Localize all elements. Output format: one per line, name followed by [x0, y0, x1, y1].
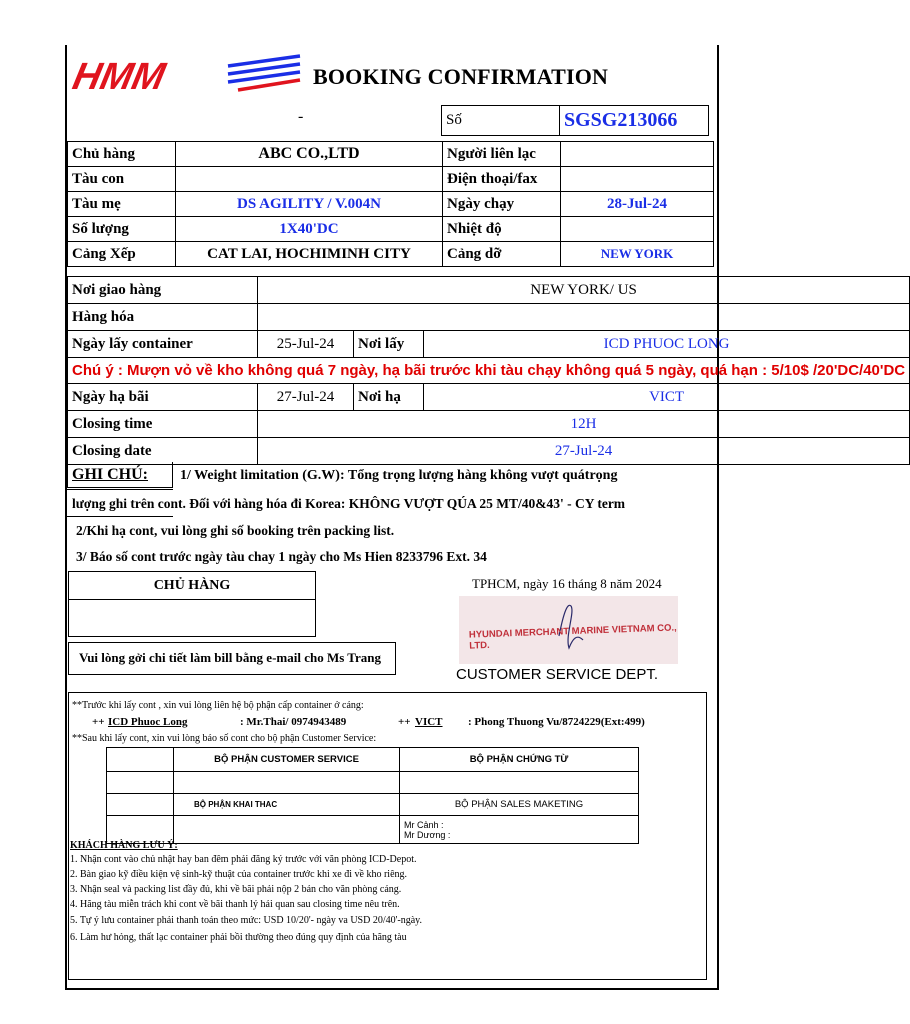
list-item: 6. Làm hư hỏng, thất lạc container phải bồi thường theo đúng quy định của hãng tàu: [70, 932, 407, 943]
booking-number-table: [441, 105, 709, 136]
ngay-chay-label: Ngày chạy: [443, 192, 561, 217]
icd-contact: : Mr.Thai/ 0974943489: [240, 716, 347, 728]
icd-prefix: ++: [92, 716, 105, 728]
booking-number: SGSG213066: [560, 106, 709, 136]
closing-time-label: Closing time: [68, 411, 258, 438]
dien-thoai-label: Điện thoại/fax: [443, 167, 561, 192]
hmm-logo: [69, 55, 303, 98]
ngay-lay-label: Ngày lấy container: [68, 331, 258, 358]
email-note-box: [68, 642, 396, 675]
nhiet-do-label: Nhiệt độ: [443, 217, 561, 242]
noi-ha-label: Nơi hạ: [354, 384, 424, 411]
list-item: 2. Bàn giao kỹ điều kiện vệ sinh-kỹ thuật của container trước khi xe đi về kho riêng.: [70, 869, 408, 880]
departments-table: [106, 747, 639, 844]
ct-dept-label: BỘ PHẬN CHỨNG TỪ: [400, 748, 639, 772]
cang-xep-label: Cảng Xếp: [68, 242, 176, 267]
closing-date-label: Closing date: [68, 438, 258, 465]
list-item: 1. Nhận cont vào chủ nhật hay ban đêm phải đăng ký trước với văn phòng ICD-Depot.: [70, 854, 417, 865]
nhiet-do-value: [561, 217, 714, 242]
noi-giao-hang-label: Nơi giao hàng: [68, 277, 258, 304]
company-stamp: [459, 596, 678, 664]
closing-time-value: 12H: [258, 411, 910, 438]
note-line-3: 2/Khi hạ cont, vui lòng ghi số booking trên packing list.: [76, 523, 395, 538]
chu-hang-sign-box: [68, 571, 316, 637]
dept-label: CUSTOMER SERVICE DEPT.: [456, 666, 658, 683]
list-item: 4. Hãng tàu miễn trách khi cont về bãi thanh lý hải quan sau closing time nêu trên.: [70, 899, 400, 910]
post-lay-cont: **Sau khi lấy cont, xin vui lòng báo số cont cho bộ phận Customer Service:: [72, 733, 377, 744]
list-item: 3. Nhận seal và packing list đầy đủ, khi về bãi phải nộp 2 bản cho văn phòng cảng.: [70, 884, 402, 895]
sales-dept-label: BỘ PHẬN SALES MAKETING: [400, 794, 639, 816]
place-date: TPHCM, ngày 16 tháng 8 năm 2024: [472, 576, 662, 591]
delivery-table: [67, 276, 910, 465]
noi-lay-value: ICD PHUOC LONG: [424, 331, 910, 358]
sales-contact-2: Mr Dương :: [404, 829, 451, 840]
main-info-table: [67, 141, 714, 267]
so-luong-value: 1X40'DC: [176, 217, 443, 242]
note-line-2: lượng ghi trên cont. Đối với hàng hóa đi Korea: KHÔNG VƯỢT QÚA 25 MT/40&43' - CY term: [72, 496, 626, 511]
khach-hang-title: KHÁCH HÀNG LƯU Ý:: [70, 840, 178, 851]
cang-do-value: NEW YORK: [561, 242, 714, 267]
ngay-chay-value: 28-Jul-24: [561, 192, 714, 217]
email-note: Vui lòng gởi chi tiết làm bill bằng e-mail cho Ms Trang: [79, 650, 382, 665]
note-line-1: 1/ Weight limitation (G.W): Tổng trọng lượng hàng không vượt quátrọng: [180, 468, 618, 483]
tau-con-value: [176, 167, 443, 192]
nguoi-lien-lac-value: [561, 142, 714, 167]
ngay-lay-value: 25-Jul-24: [258, 331, 354, 358]
chu-hang-sign-label: CHỦ HÀNG: [69, 572, 315, 600]
hang-hoa-value: [258, 304, 910, 331]
nguoi-lien-lac-label: Người liên lạc: [443, 142, 561, 167]
dien-thoai-value: [561, 167, 714, 192]
note-line-4: 3/ Báo số cont trước ngày tàu chay 1 ngày cho Ms Hien 8233796 Ext. 34: [76, 549, 487, 564]
cang-do-label: Cảng dỡ: [443, 242, 561, 267]
vict-prefix: ++: [398, 716, 411, 728]
ghi-chu-underline-2: [67, 516, 173, 517]
ngay-ha-label: Ngày hạ bãi: [68, 384, 258, 411]
so-label: Số: [442, 106, 560, 136]
chu-hang-label: Chủ hàng: [68, 142, 176, 167]
ghi-chu-label: GHI CHÚ:: [72, 466, 148, 483]
icd-name: ICD Phuoc Long: [108, 716, 188, 728]
pre-lay-cont: **Trước khi lấy cont , xin vui lòng liên hệ bộ phận cấp container ở cảng:: [72, 700, 364, 711]
stamp-text: HYUNDAI MERCHANT MARINE VIETNAM CO., LTD.: [468, 622, 677, 652]
noi-ha-value: VICT: [424, 384, 910, 411]
cang-xep-value: CAT LAI, HOCHIMINH CITY: [176, 242, 443, 267]
closing-date-value: 27-Jul-24: [258, 438, 910, 465]
noi-lay-label: Nơi lấy: [354, 331, 424, 358]
so-luong-label: Số lượng: [68, 217, 176, 242]
logo-text: HMM: [69, 55, 169, 98]
tau-me-value: DS AGILITY / V.004N: [176, 192, 443, 217]
vict-contact: : Phong Thuong Vu/8724229(Ext:499): [468, 716, 645, 728]
tau-con-label: Tàu con: [68, 167, 176, 192]
tau-me-label: Tàu mẹ: [68, 192, 176, 217]
kt-dept-label: BỘ PHẬN KHAI THAC: [174, 794, 400, 816]
sales-contact-1: Mr Cảnh :: [404, 819, 444, 830]
dash-mark: -: [298, 108, 304, 125]
chu-y-note: Chú ý : Mượn vỏ về kho không quá 7 ngày, hạ bãi trước khi tàu chạy không quá 5 ngày, quá hạn : 5/10$ /20'DC/40'DC: [68, 358, 910, 384]
vict-name: VICT: [415, 716, 443, 728]
noi-giao-hang-value: NEW YORK/ US: [258, 277, 910, 304]
hang-hoa-label: Hàng hóa: [68, 304, 258, 331]
ghi-chu-underline: [67, 489, 173, 490]
list-item: 5. Tự ý lưu container phải thanh toán theo mức: USD 10/20'- ngày va USD 20/40'-ngày.: [70, 915, 423, 926]
page-title: BOOKING CONFIRMATION: [313, 64, 609, 89]
cs-dept-label: BỘ PHẬN CUSTOMER SERVICE: [174, 748, 400, 772]
ngay-ha-value: 27-Jul-24: [258, 384, 354, 411]
chu-hang-value: ABC CO.,LTD: [176, 142, 443, 167]
sales-contacts: [400, 816, 639, 844]
